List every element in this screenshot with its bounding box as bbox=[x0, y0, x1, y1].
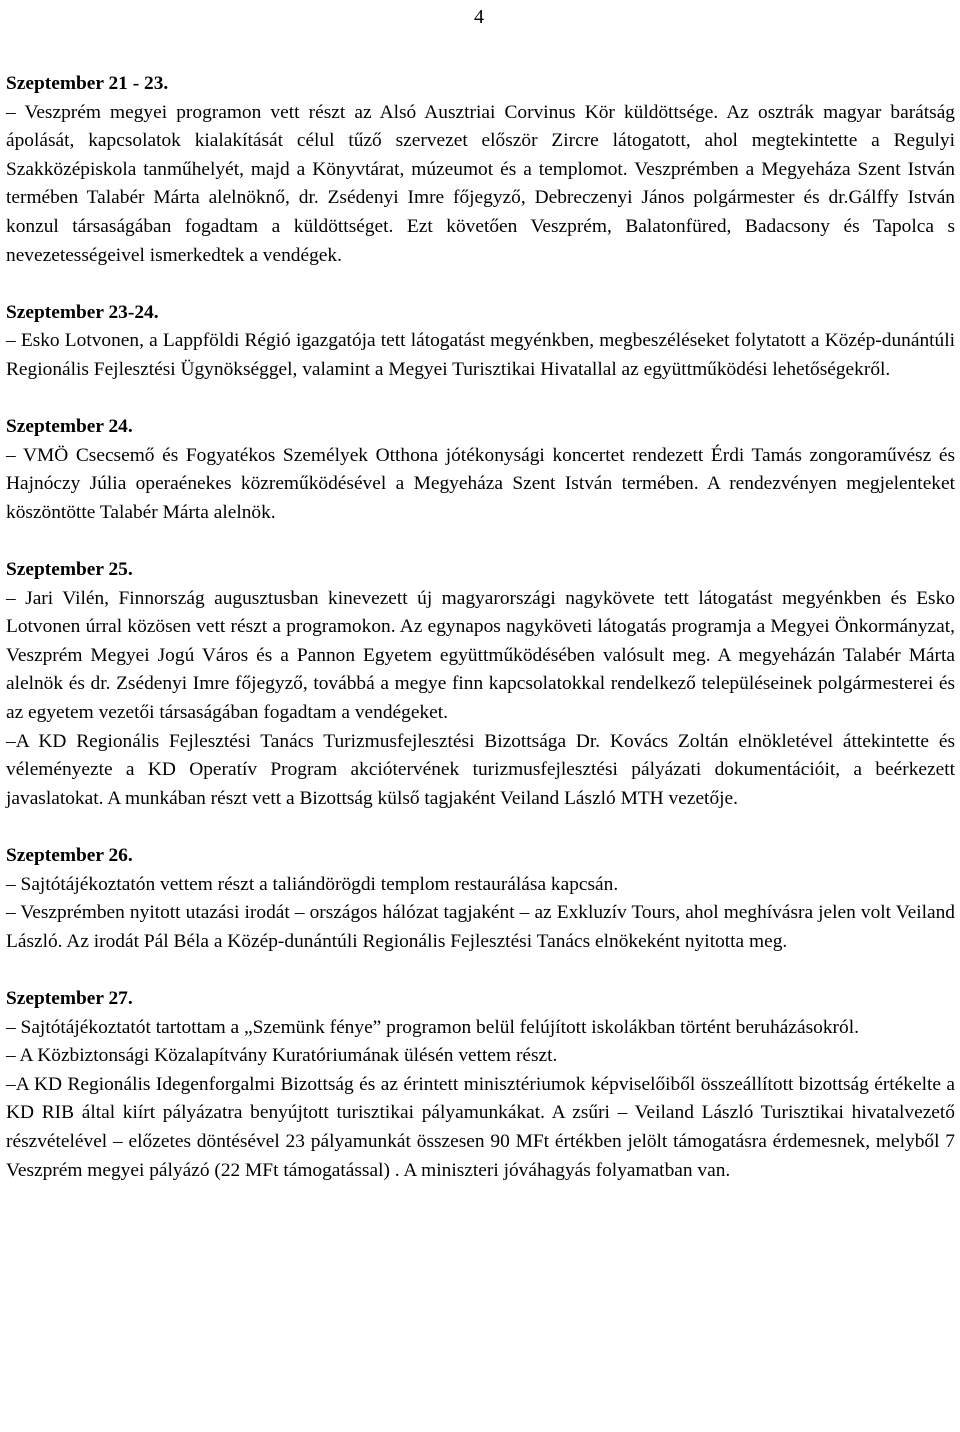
entry-date: Szeptember 26. bbox=[6, 845, 133, 867]
document-page bbox=[6, 0, 956, 1432]
diary-entry bbox=[6, 413, 955, 527]
diary-entry bbox=[6, 299, 955, 385]
entry-paragraph: – Veszprémben nyitott utazási irodát – országos hálózat tagjaként – az Exkluzív Tours, ahol meghívásra jelen volt Veiland László. Az irodát Pál Béla a Közép-dunántúli Regionális Fejlesztési Tanács elnökeként nyitotta meg. bbox=[6, 902, 955, 952]
entry-date: Szeptember 24. bbox=[6, 416, 133, 438]
diary-entry bbox=[6, 842, 955, 956]
diary-entry bbox=[6, 556, 955, 813]
entry-paragraph: – VMÖ Csecsemő és Fogyatékos Személyek Otthona jótékonysági koncertet rendezett Érdi Tamás zongoraművész és Hajnóczy Júlia operaénekes közreműködésével a Megyeháza Szent István termében. A rendezvényen megjelenteket köszöntötte Talabér Márta alelnök. bbox=[6, 444, 955, 523]
entry-paragraph: –A KD Regionális Fejlesztési Tanács Turizmusfejlesztési Bizottsága Dr. Kovács Zoltán elnökletével áttekintette és véleményezte a KD Operatív Program akciótervének turizmusfejlesztési pályázati dokumentációit, a beérkezett javaslatokat. A munkában részt vett a Bizottság külső tagjaként Veiland László MTH vezetője. bbox=[6, 730, 955, 809]
diary-entry bbox=[6, 985, 955, 1185]
entry-paragraph: – Esko Lotvonen, a Lappföldi Régió igazgatója tett látogatást megyénkben, megbeszéléseket folytatott a Közép-dunántúli Regionális Fejlesztési Ügynökséggel, valamint a Megyei Turisztikai Hivatallal az együttműködési lehetőségekről. bbox=[6, 330, 955, 380]
entry-paragraph: – Sajtótájékoztatón vettem részt a taliándörögdi templom restaurálása kapcsán. bbox=[6, 873, 619, 895]
entry-date: Szeptember 25. bbox=[6, 559, 133, 581]
entry-paragraph: – Veszprém megyei programon vett részt az Alsó Ausztriai Corvinus Kör küldöttsége. Az osztrák magyar barátság ápolását, kapcsolatok kialakítását célul tűző szervezet először Zircre látogatott, ahol megtekintette a Regulyi Szakközépiskola tanműhelyét, majd a Könyvtárat, múzeumot és a templomot. Veszprémben a Megyeháza Szent István termében Talabér Márta alelnöknő, dr. Zsédenyi Imre főjegyző, Debreczenyi János polgármester és dr.Gálffy István konzul társaságában fogadtam a küldöttséget. Ezt követően Veszprém, Balatonfüred, Badacsony és Tapolca s nevezetességeivel ismerkedtek a vendégek. bbox=[6, 101, 955, 266]
document-body bbox=[6, 70, 955, 1214]
entry-paragraph: – A Közbiztonsági Közalapítvány Kuratóriumának ülésén vettem részt. bbox=[6, 1045, 558, 1067]
entry-date: Szeptember 27. bbox=[6, 988, 133, 1009]
entry-paragraph: – Jari Vilén, Finnország augusztusban kinevezett új magyarországi nagykövete tett látogatást megyénkben és Esko Lotvonen úrral közösen vett részt a programokon. Az egynapos nagyköveti látogatás programja a Megyei Önkormányzat, Veszprém Megyei Jogú Város és a Pannon Egyetem együttműködésében valósult meg. A megyeházán Talabér Márta alelnök és dr. Zsédenyi Imre főjegyző, továbbá a megye finn kapcsolatokkal rendelkező településeinek polgármesterei és az egyetem vezetői társaságában fogadtam a vendégeket. bbox=[6, 587, 955, 724]
entry-date: Szeptember 23-24. bbox=[6, 301, 159, 323]
entry-paragraph: –A KD Regionális Idegenforgalmi Bizottság és az érintett minisztériumok képviselőiből összeállított bizottság értékelte a KD RIB által kiírt pályázatra benyújtott turisztikai pályamunkákat. A zsűri – Veiland László Turisztikai hivatalvezető részvételével – előzetes döntésével 23 pályamunkát összesen 90 MFt értékben jelölt támogatásra érdemesnek, melyből 7 Veszprém megyei pályázó (22 MFt támogatással) . A miniszteri jóváhagyás folyamatban van. bbox=[6, 1073, 955, 1181]
diary-entry bbox=[6, 70, 955, 270]
entry-date: Szeptember 21 - 23. bbox=[6, 73, 169, 94]
entry-paragraph: – Sajtótájékoztatót tartottam a „Szemünk fénye” programon belül felújított iskolákban történt beruházásokról. bbox=[6, 1016, 859, 1038]
page-number: 4 bbox=[474, 6, 484, 28]
